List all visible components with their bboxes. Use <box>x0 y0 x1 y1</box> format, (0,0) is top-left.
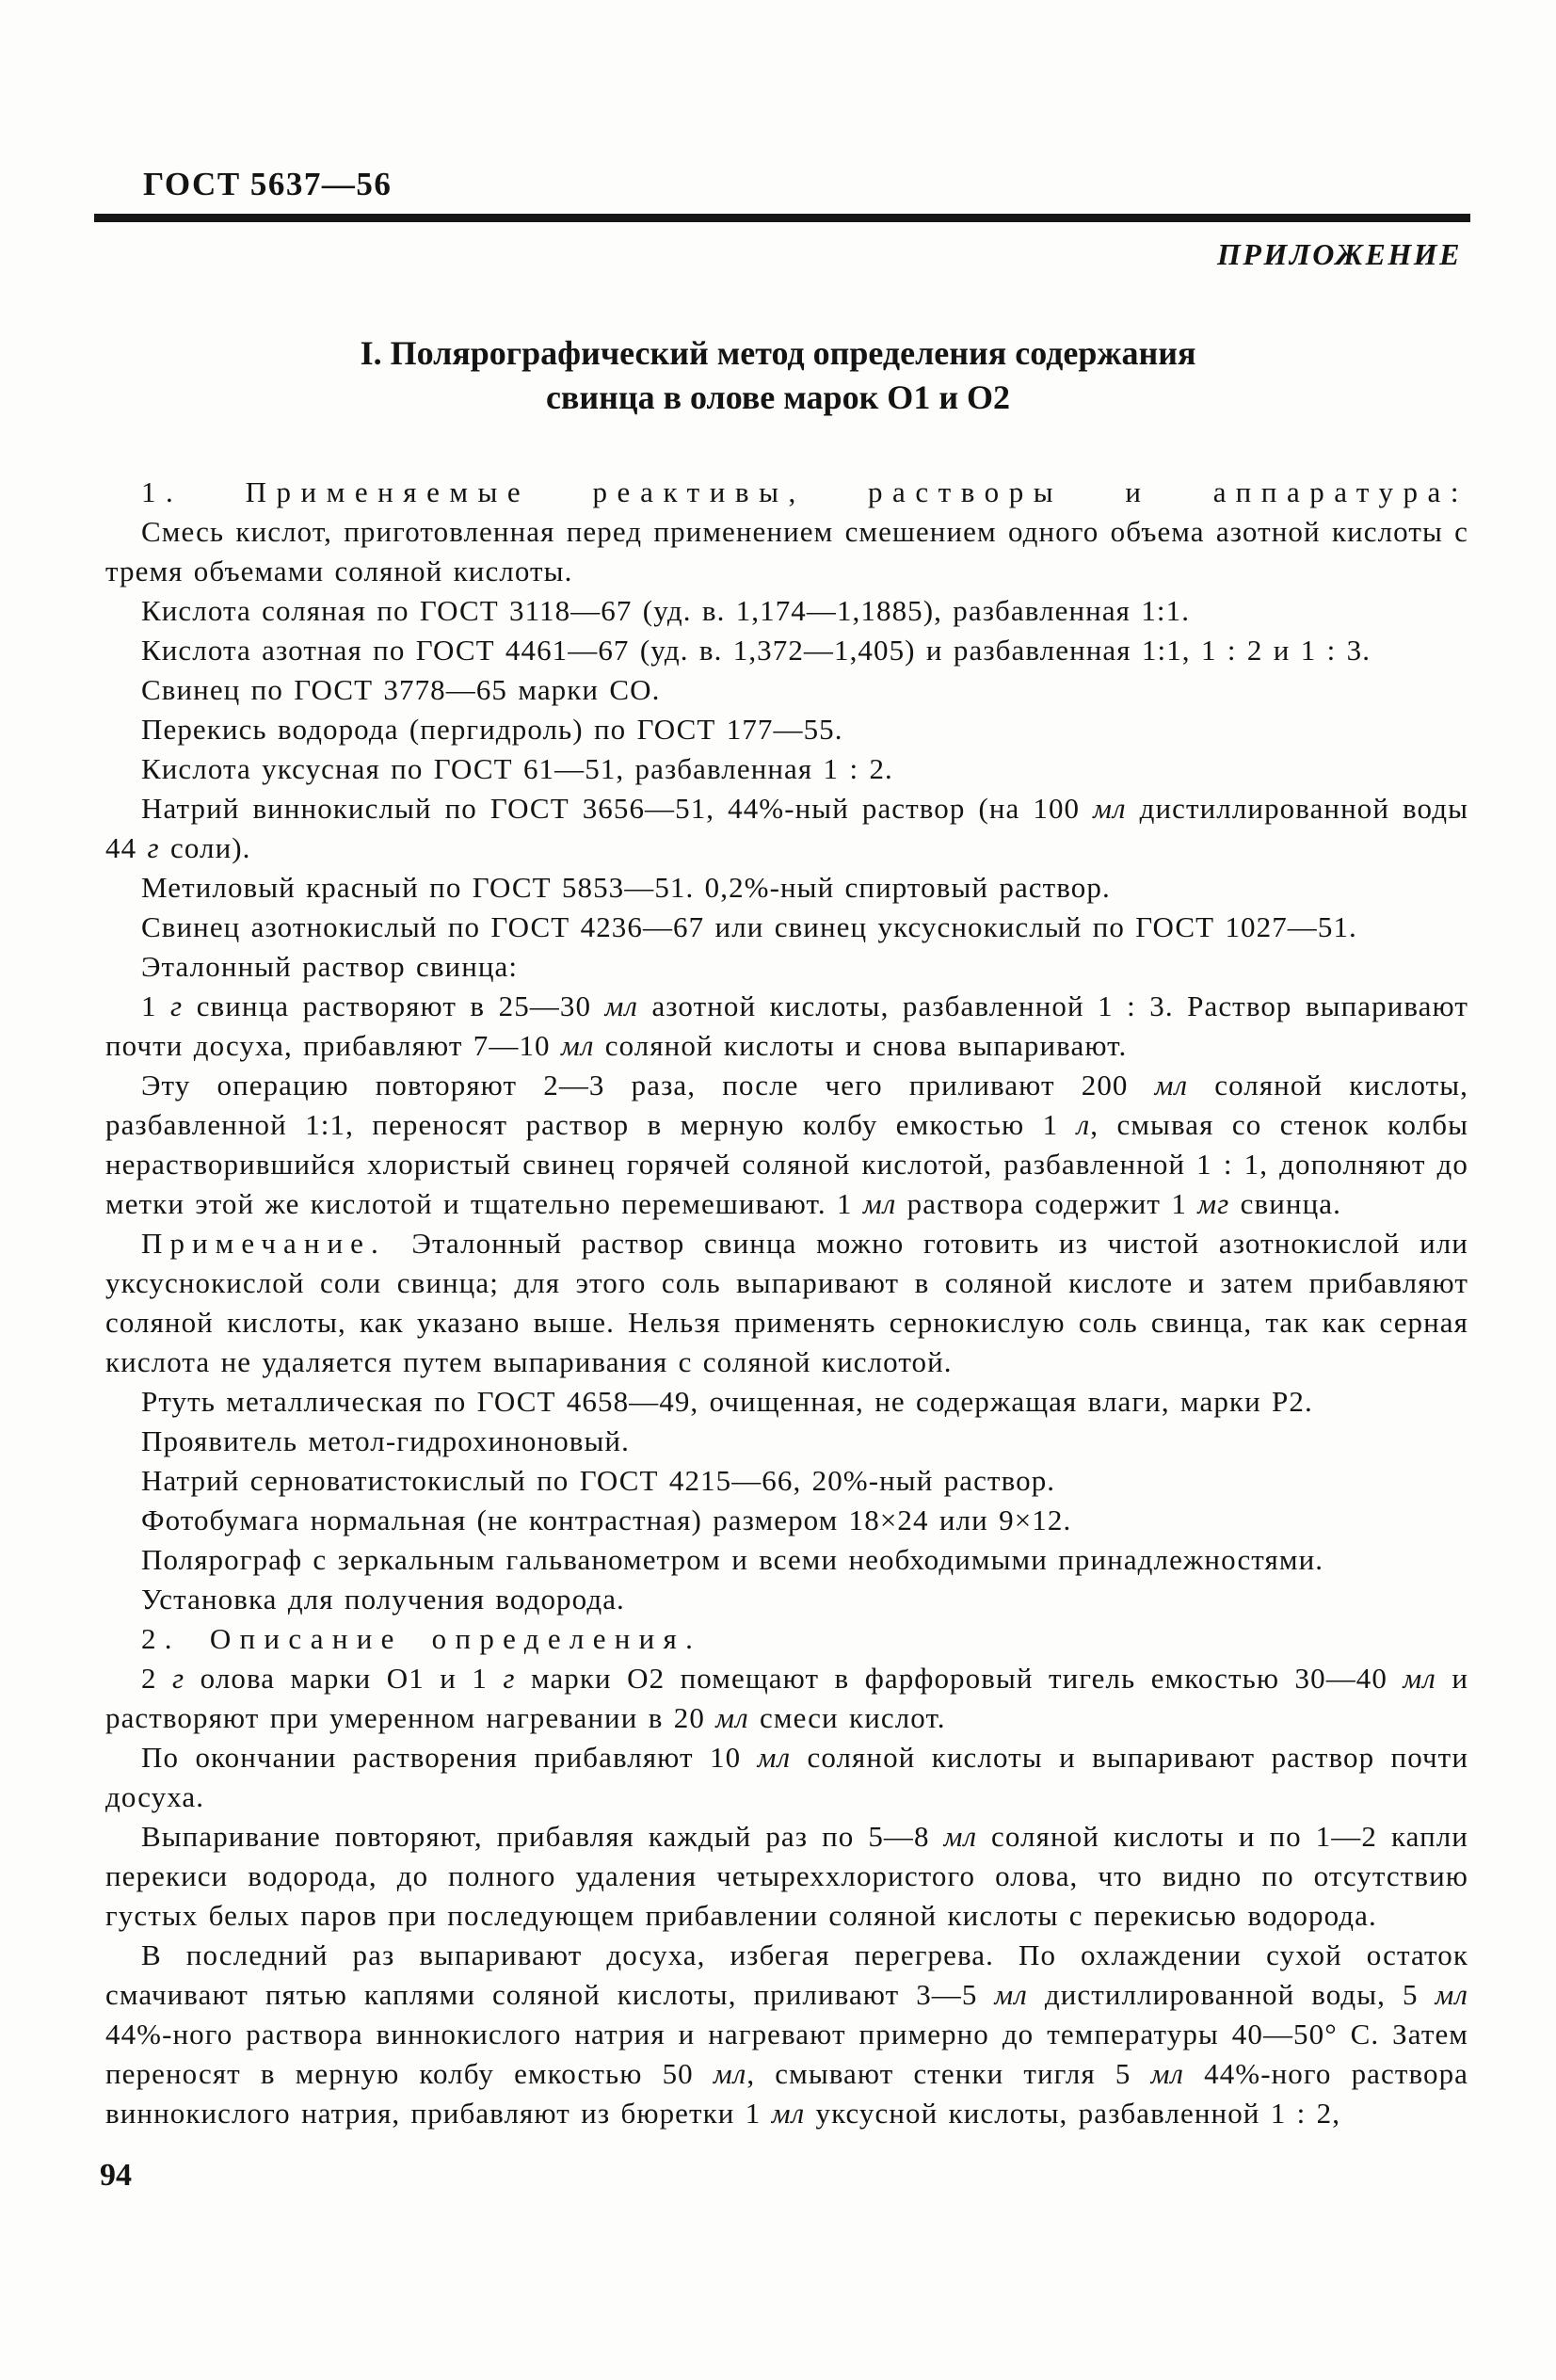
paragraph: Метиловый красный по ГОСТ 5853—51. 0,2%-ный спиртовый раствор. <box>141 871 1111 904</box>
header-rule <box>94 214 1470 222</box>
document-title <box>113 331 1443 420</box>
paragraph: Перекись водорода (пергидроль) по ГОСТ 177—55. <box>141 713 843 746</box>
paragraph: Свинец по ГОСТ 3778—65 марки СО. <box>141 673 661 706</box>
gost-number: ГОСТ 5637—56 <box>143 166 393 202</box>
paragraph: Эталонный раствор свинца: <box>141 950 519 983</box>
paragraph: Кислота соляная по ГОСТ 3118—67 (уд. в. 1,174—1,1885), разбавленная 1:1. <box>141 594 1191 627</box>
paragraph: Натрий виннокислый по ГОСТ 3656—51, 44%-ный раствор (на 100 мл дистиллированной воды 44 г соли). <box>105 792 1468 864</box>
paragraph: Ртуть металлическая по ГОСТ 4658—49, очищенная, не содержащая влаги, марки Р2. <box>141 1385 1313 1418</box>
note-paragraph: Примечание. Эталонный раствор свинца можно готовить из чистой азотнокислой или уксуснокислой соли свинца; для этого соль выпаривают в соляной кислоте и затем прибавляют соляной кислоты, как указано выше. Нельзя применять сернокислую соль свинца, так как серная кислота не удаляется путем выпаривания с соляной кислотой. <box>105 1227 1468 1378</box>
title-line-2: свинца в олове марок О1 и О2 <box>545 378 1011 416</box>
paragraph: Кислота азотная по ГОСТ 4461—67 (уд. в. 1,372—1,405) и разбавленная 1:1, 1 : 2 и 1 : 3. <box>141 634 1372 667</box>
paragraph: Натрий серноватистокислый по ГОСТ 4215—66, 20%-ный раствор. <box>141 1464 1056 1497</box>
paragraph: По окончании растворения прибавляют 10 мл соляной кислоты и выпаривают раствор почти досуха. <box>105 1741 1468 1813</box>
note-lead: Примечание. <box>141 1227 412 1260</box>
paragraph: Эту операцию повторяют 2—3 раза, после чего приливают 200 мл соляной кислоты, разбавленной 1:1, переносят раствор в мерную колбу емкостью 1 л, смывая со стенок колбы нерастворившийся хлористый свинец горячей соляной кислотой, разбавленной 1 : 1, дополняют до метки этой же кислотой и тщательно перемешивают. 1 мл раствора содержит 1 мг свинца. <box>105 1069 1468 1220</box>
paragraph: В последний раз выпаривают досуха, избегая перегрева. По охлаждении сухой остаток смачивают пятью каплями соляной кислоты, приливают 3—5 мл дистиллированной воды, 5 мл 44%-ного раствора виннокислого натрия и нагревают примерно до температуры 40—50° С. Затем переносят в мерную колбу емкостью 50 мл, смывают стенки тигля 5 мл 44%-ного раствора виннокислого натрия, прибавляют из бюретки 1 мл уксусной кислоты, разбавленной 1 : 2, <box>105 1938 1469 2130</box>
paragraph: Смесь кислот, приготовленная перед применением смешением одного объема азотной кислоты с тремя объемами соляной кислоты. <box>105 515 1468 587</box>
section-heading: 2. Описание определения. <box>141 1622 702 1655</box>
body-text <box>105 473 1468 2133</box>
page-number: 94 <box>100 2158 132 2193</box>
paragraph: Свинец азотнокислый по ГОСТ 4236—67 или свинец уксуснокислый по ГОСТ 1027—51. <box>141 910 1357 943</box>
paragraph: 1 г свинца растворяют в 25—30 мл азотной кислоты, разбавленной 1 : 3. Раствор выпаривают почти досуха, прибавляют 7—10 мл соляной кислоты и снова выпаривают. <box>105 989 1468 1062</box>
paragraph: 2 г олова марки О1 и 1 г марки О2 помещают в фарфоровый тигель емкостью 30—40 мл и растворяют при умеренном нагревании в 20 мл смеси кислот. <box>105 1662 1469 1734</box>
paragraph: Проявитель метол-гидрохиноновый. <box>141 1424 630 1457</box>
title-line-1: I. Полярографический метод определения содержания <box>360 334 1196 372</box>
section-heading: 1. Применяемые реактивы, растворы и аппаратура: <box>141 475 1468 508</box>
paragraph: Выпаривание повторяют, прибавляя каждый раз по 5—8 мл соляной кислоты и по 1—2 капли перекиси водорода, до полного удаления четыреххлористого олова, что видно по отсутствию густых белых паров при последующем прибавлении соляной кислоты с перекисью водорода. <box>105 1820 1468 1932</box>
paragraph: Полярограф с зеркальным гальванометром и всеми необходимыми принадлежностями. <box>141 1543 1324 1576</box>
paragraph: Установка для получения водорода. <box>141 1583 625 1616</box>
annex-label: ПРИЛОЖЕНИЕ <box>1216 237 1462 271</box>
paragraph: Фотобумага нормальная (не контрастная) размером 18×24 или 9×12. <box>141 1504 1072 1536</box>
paragraph: Кислота уксусная по ГОСТ 61—51, разбавленная 1 : 2. <box>141 752 893 785</box>
